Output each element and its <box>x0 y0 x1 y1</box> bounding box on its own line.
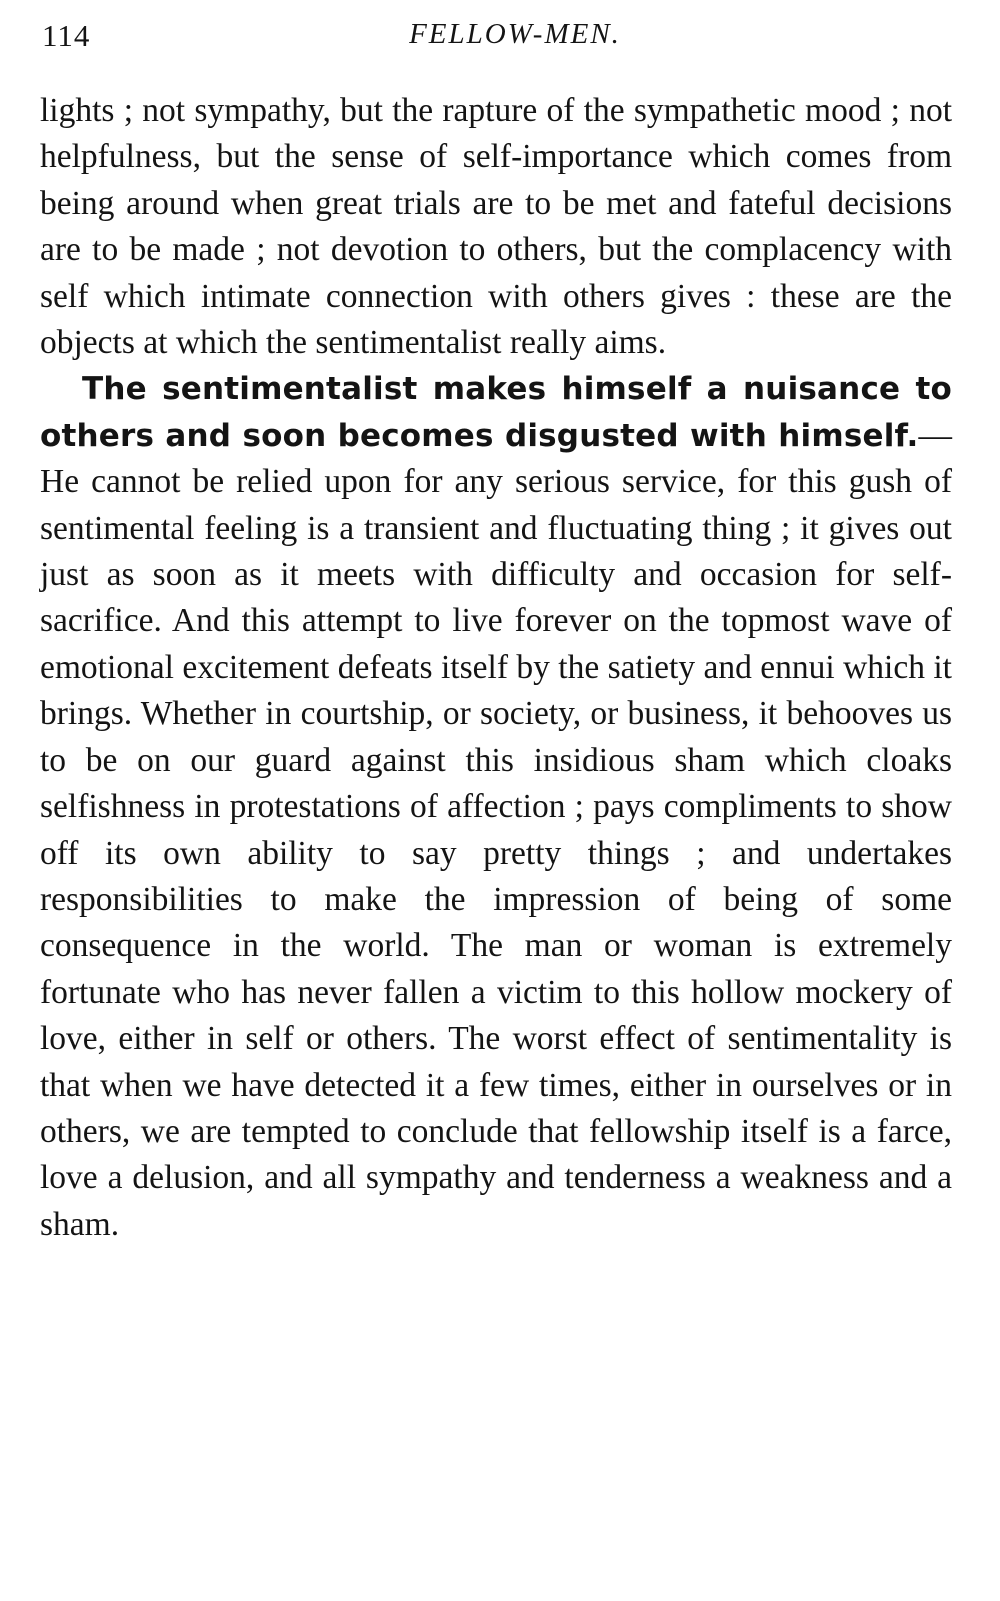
section-heading: The sentimentalist makes himself a nuisance to others and soon becomes disgusted with himself. <box>40 371 952 454</box>
paragraph-2-body: —He cannot be relied upon for any serious service, for this gush of sentimental feeling is a transient and fluctuating thing ; it gives out just as soon as it meets with difficulty and occasion for self-sacrifice. And this attempt to live forever on the topmost wave of emotional excitement defeats itself by the satiety and ennui which it brings. Whether in courtship, or society, or business, it behooves us to be on our guard against this insidious sham which cloaks selfishness in protestations of affection ; pays compliments to show off its own ability to say pretty things ; and undertakes responsibilities to make the impression of being of some consequence in the world. The man or woman is extremely fortunate who has never fallen a victim to this hollow mockery of love, either in self or others. The worst effect of sentimentality is that when we have detected it a few times, either in ourselves or in others, we are tempted to conclude that fellowship itself is a farce, love a delusion, and all sympathy and tenderness a weakness and a sham. <box>40 416 952 1243</box>
page-body <box>40 88 952 1248</box>
page-number: 114 <box>42 18 91 53</box>
paragraph-2 <box>40 366 952 1248</box>
paragraph-1: lights ; not sympathy, but the rapture of the sympathetic mood ; not helpfulness, but the sense of self-importance which comes from being around when great trials are to be met and fateful decisions are to be made ; not devotion to others, but the complacency with self which intimate connection with others gives : these are the objects at which the sentimentalist really aims. <box>40 92 952 362</box>
running-head: FELLOW-MEN. <box>409 18 621 50</box>
page-header <box>42 18 958 68</box>
